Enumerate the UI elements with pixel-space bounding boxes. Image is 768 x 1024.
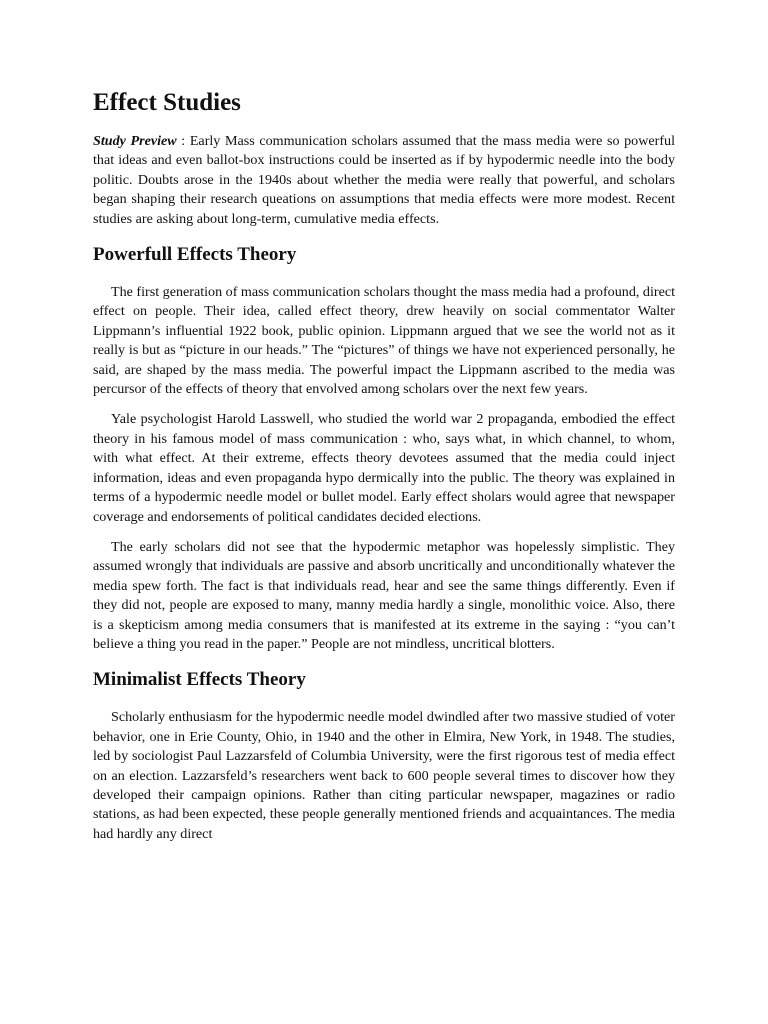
body-paragraph: The first generation of mass communication scholars thought the mass media had a profound, direct effect on people. Their idea, called effect theory, drew heavily on social commentator Walter Lippmann’s influential 1922 book, public opinion. Lippmann argued that we see the world not as it really is but as “picture in our heads.” The “pictures” of things we have not experienced personally, he said, are shaped by the mass media. The powerful impact the Lippmann ascribed to the media was percursor of the effects of theory that envolved among scholars over the next few years.	[93, 284, 675, 398]
page-title: Effect Studies	[93, 89, 241, 116]
section-heading-powerful-effects: Powerfull Effects Theory	[93, 244, 297, 266]
body-paragraph: Scholarly enthusiasm for the hypodermic needle model dwindled after two massive studied of voter behavior, one in Erie County, Ohio, in 1940 and the other in Elmira, New York, in 1948. The studies, led by sociologist Paul Lazzarsfeld of Columbia University, were the first rigorous test of media effect on an election. Lazzarsfeld’s researchers went back to 600 people several times to discover how they developed their campaign opinions. Rather than citing particular newspaper, magazines or radio stations, as had been expected, these people generally mentioned friends and acquaintances. The media had hardly any direct	[93, 709, 675, 842]
study-preview-text: : Early Mass communication scholars assumed that the mass media were so powerful that ideas and even ballot-box instructions could be inserted as if by hypodermic needle into the body politic. Doubts arose in the 1940s about whether the media were really that powerful, and scholars began shaping their research queations on assumptions that media effects were more modest. Recent studies are asking about long-term, cumulative media effects.	[93, 133, 675, 227]
body-paragraph: Yale psychologist Harold Lasswell, who studied the world war 2 propaganda, embodied the effect theory in his famous model of mass communication : who, says what, in which channel, to whom, with what effect. At their extreme, effects theory devotees assumed that the media could inject information, ideas and even propaganda hypo dermically into the public. The theory was explained in terms of a hypodermic needle model or bullet model. Early effect sholars would agree that newspaper coverage and endorsements of political candidates decided elections.	[93, 411, 675, 525]
section-heading-minimalist-effects: Minimalist Effects Theory	[93, 669, 306, 691]
study-preview-paragraph	[93, 132, 675, 229]
body-paragraph: The early scholars did not see that the hypodermic metaphor was hopelessly simplistic. They assumed wrongly that individuals are passive and absorb uncritically and unconditionally whatever the media spew forth. The fact is that individuals read, hear and see the same things differently. Even if they did not, people are exposed to many, manny media hardly a single, monolithic voice. Also, there is a skepticism among media consumers that is manifested at its extreme in the saying : “you can’t believe a thing you read in the paper.” People are not mindless, uncritical blotters.	[93, 538, 675, 652]
study-preview-label: Study Preview	[93, 133, 177, 149]
